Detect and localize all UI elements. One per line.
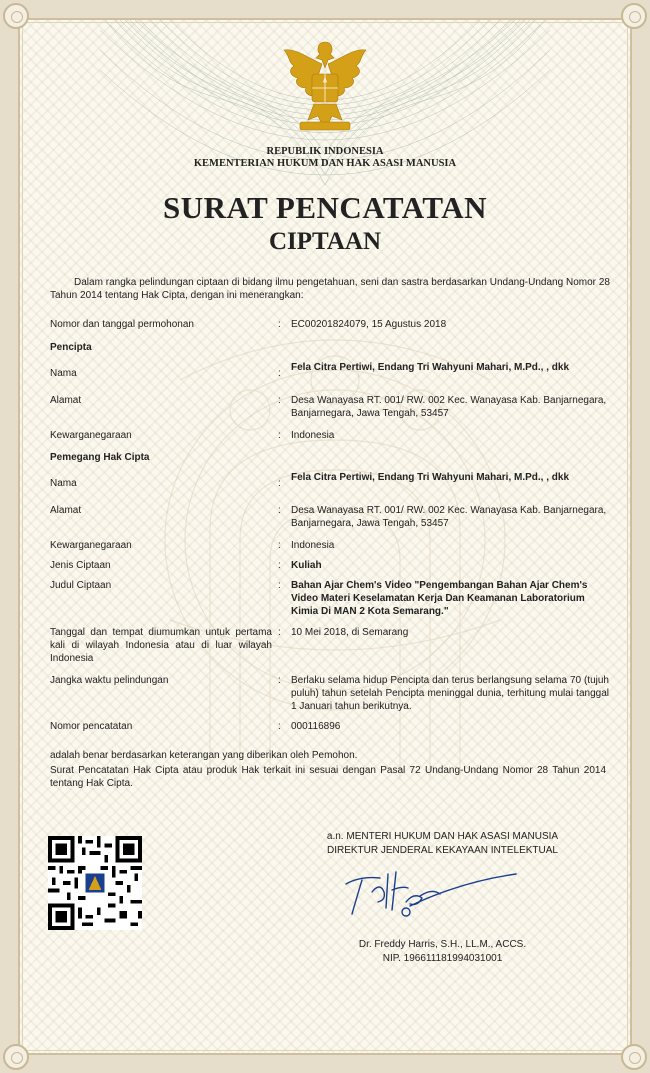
field-label: Kewarganegaraan — [50, 430, 132, 441]
field-value: Berlaku selama hidup Pencipta dan terus berlangsung selama 70 (tujuh puluh) tahun setelah Pencipta meninggal dunia, terhitung mulai tanggal 1 Januari tahun berikutnya. — [291, 675, 609, 712]
ministry-heading: KEMENTERIAN HUKUM DAN HAK ASASI MANUSIA — [193, 158, 457, 169]
field-value: Desa Wanayasa RT. 001/ RW. 002 Kec. Wanayasa Kab. Banjarnegara, Banjarnegara, Jawa Tengah, 53457 — [291, 505, 607, 529]
field-separator: : — [278, 675, 281, 686]
field-label: Nama — [50, 368, 77, 379]
holder-heading: Pemegang Hak Cipta — [50, 452, 150, 463]
field-separator: : — [278, 627, 281, 638]
field-separator: : — [278, 540, 281, 551]
document-subtitle: CIPTAAN — [268, 228, 382, 255]
field-separator: : — [278, 395, 281, 406]
field-label: Jenis Ciptaan — [50, 560, 111, 571]
field-separator: : — [278, 368, 281, 379]
field-label: Nomor pencatatan — [50, 721, 133, 732]
field-value: Fela Citra Pertiwi, Endang Tri Wahyuni Mahari, M.Pd., , dkk — [291, 472, 570, 483]
field-label: Alamat — [50, 395, 82, 406]
corner-ornament — [621, 1044, 647, 1070]
field-separator: : — [278, 505, 281, 516]
document-title: SURAT PENCATATAN — [162, 190, 488, 225]
signatory-line-1: a.n. MENTERI HUKUM DAN HAK ASASI MANUSIA — [326, 831, 559, 842]
field-separator: : — [278, 580, 281, 591]
field-label: Kewarganegaraan — [50, 540, 132, 551]
closing-statement: adalah benar berdasarkan keterangan yang diberikan oleh Pemohon. — [50, 750, 358, 761]
field-label: Tanggal dan tempat diumumkan untuk pertama kali di wilayah Indonesia atau di luar wilayah Indonesia — [50, 627, 272, 664]
corner-ornament — [3, 1044, 29, 1070]
field-label: Nama — [50, 478, 77, 489]
intro-paragraph: Dalam rangka pelindungan ciptaan di bidang ilmu pengetahuan, seni dan sastra berdasarkan Undang-Undang Nomor 28 Tahun 2014 tentang Hak Cipta, dengan ini menerangkan: — [50, 277, 610, 301]
field-value: Indonesia — [291, 430, 335, 441]
qr-code-icon — [48, 836, 142, 930]
field-label: Jangka waktu pelindungan — [50, 675, 169, 686]
signatory-line-2: DIREKTUR JENDERAL KEKAYAAN INTELEKTUAL — [327, 845, 558, 856]
field-value: Desa Wanayasa RT. 001/ RW. 002 Kec. Wanayasa Kab. Banjarnegara, Banjarnegara, Jawa Tengah, 53457 — [291, 395, 607, 419]
signatory-nip: NIP. 196611181994031001 — [382, 953, 503, 964]
signature-icon — [340, 862, 520, 922]
field-separator: : — [278, 560, 281, 571]
garuda-emblem-icon — [278, 38, 372, 138]
signatory-name: Dr. Freddy Harris, S.H., LL.M., ACCS. — [358, 939, 527, 950]
field-label: Nomor dan tanggal permohonan — [50, 319, 194, 330]
republic-heading: REPUBLIK INDONESIA — [266, 146, 384, 157]
field-value: Kuliah — [291, 560, 322, 571]
field-value: Bahan Ajar Chem's Video "Pengembangan Bahan Ajar Chem's Video Materi Keselamatan Kerja Dan Keamanan Laboratorium Kimia Di MAN 2 Kota Semarang." — [291, 580, 588, 617]
field-separator: : — [278, 478, 281, 489]
corner-ornament — [621, 3, 647, 29]
field-value: 10 Mei 2018, di Semarang — [291, 627, 409, 638]
creator-heading: Pencipta — [50, 342, 92, 353]
field-label: Judul Ciptaan — [50, 580, 112, 591]
corner-ornament — [3, 3, 29, 29]
field-separator: : — [278, 319, 281, 330]
legal-basis-statement: Surat Pencatatan Hak Cipta atau produk Hak terkait ini sesuai dengan Pasal 72 Undang-Undang Nomor 28 Tahun 2014 tentang Hak Cipta. — [50, 765, 606, 789]
field-separator: : — [278, 430, 281, 441]
field-value: Fela Citra Pertiwi, Endang Tri Wahyuni Mahari, M.Pd., , dkk — [291, 362, 570, 373]
field-value: 000116896 — [291, 721, 341, 732]
field-label: Alamat — [50, 505, 82, 516]
field-separator: : — [278, 721, 281, 732]
field-value: Indonesia — [291, 540, 335, 551]
field-value: EC00201824079, 15 Agustus 2018 — [291, 319, 447, 330]
